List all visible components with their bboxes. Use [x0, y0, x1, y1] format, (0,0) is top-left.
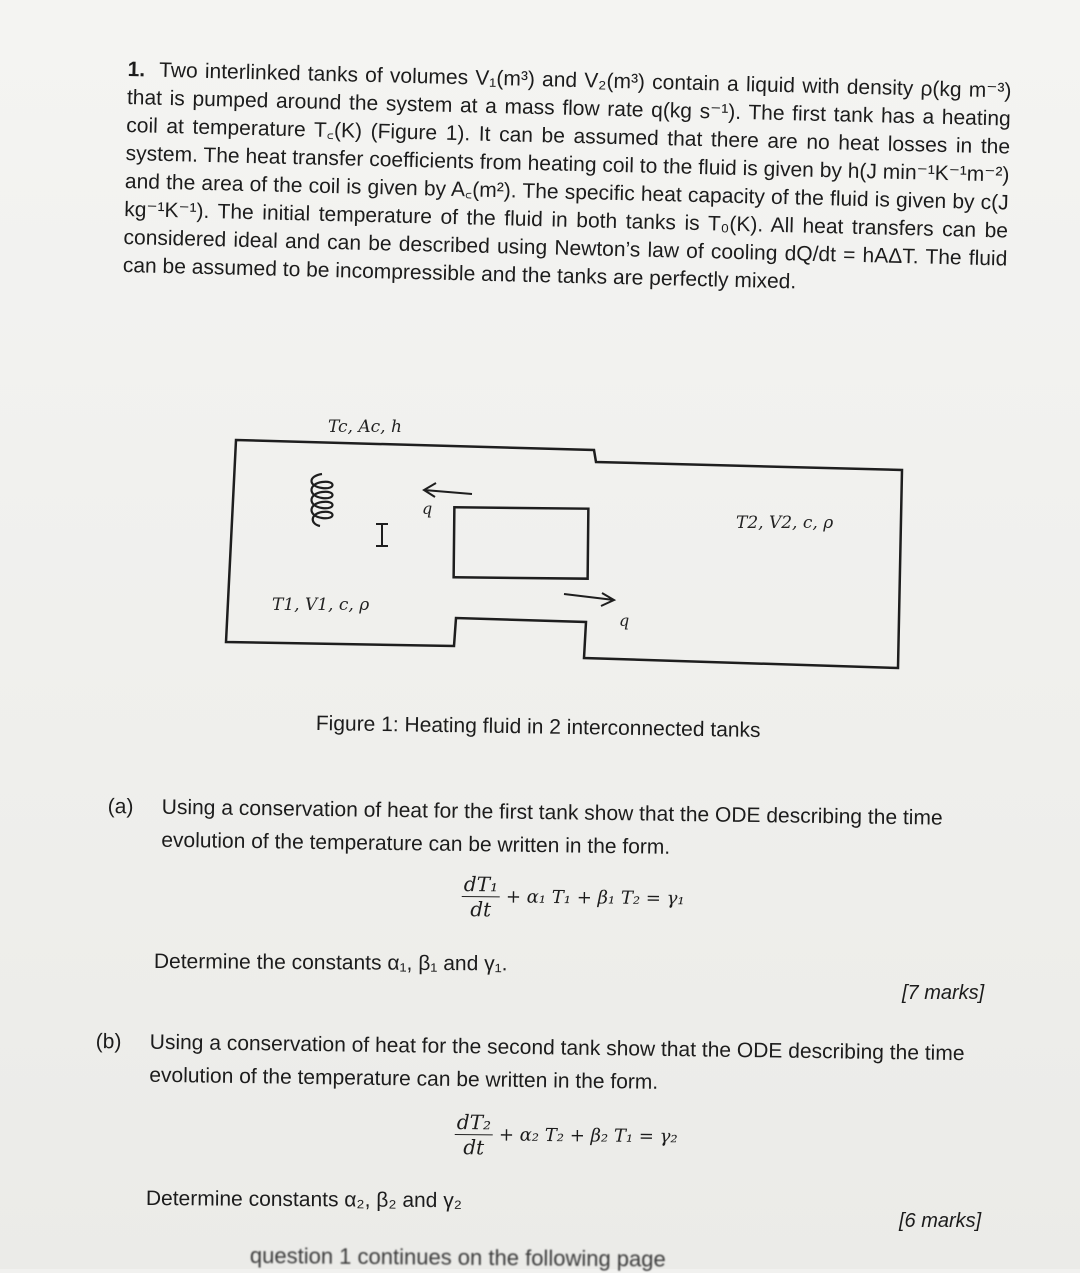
tanks-outline — [226, 440, 902, 668]
part-b-determine: Determine constants α₂, β₂ and γ₂ — [145, 1187, 462, 1213]
equation-b-denominator: dt — [463, 1135, 485, 1160]
part-a-text: Using a conservation of heat for the first tank show that the ODE describing the time evolution of the temperature can be written in the form. — [161, 795, 943, 859]
part-a — [107, 790, 1008, 869]
flow-bottom-label: q — [619, 611, 630, 630]
question-number: 1. — [127, 57, 146, 82]
equation-b — [454, 1110, 677, 1161]
flow-arrow-top-icon — [424, 483, 472, 497]
question-text: Two interlinked tanks of volumes V₁(m³) and V₂(m³) contain a liquid with density ρ(kg m⁻³) that is pumped around the system at a mass flow rate q(kg s⁻¹). The first tank has a heating coil at temperature T꜀(K) (Figure 1). It can be assumed that there are no heat losses in the system. The heat transfer coefficients from heating coil to the fluid is given by h(J min⁻¹K⁻¹m⁻²) and the area of the coil is given by A꜀(m²). The specific heat capacity of the fluid is given by c(J kg⁻¹K⁻¹). The initial temperature of the fluid in both tanks is T₀(K). All heat transfers can be considered ideal and can be described using Newton’s law of cooling dQ/dt = hAΔT. The fluid can be assumed to be incompressible and the tanks are perfectly mixed. — [122, 58, 1012, 294]
equation-a — [461, 872, 684, 923]
divider-block — [454, 507, 589, 578]
tank2-label: T2, V2, c, ρ — [736, 513, 834, 533]
equation-a-numerator: dT₁ — [462, 872, 500, 897]
part-b-text: Using a conservation of heat for the second tank show that the ODE describing the time evolution of the temperature can be written in the form. — [149, 1030, 965, 1094]
part-b — [95, 1025, 1006, 1104]
continuation-note: question 1 continues on the following page — [249, 1243, 666, 1272]
coil-terminal-icon — [376, 524, 388, 546]
part-a-label: (a) — [107, 794, 134, 819]
heating-coil-icon — [312, 474, 333, 526]
part-a-marks: [7 marks] — [902, 982, 985, 1004]
flow-arrow-bottom-icon — [564, 593, 614, 606]
figure-caption: Figure 1: Heating fluid in 2 interconnected tanks — [315, 712, 761, 742]
equation-b-fraction — [454, 1110, 493, 1159]
equation-a-denominator: dt — [470, 897, 492, 922]
part-b-label: (b) — [95, 1029, 122, 1054]
coil-label: Tc, Ac, h — [328, 417, 402, 437]
tank-diagram — [222, 410, 912, 675]
equation-b-numerator: dT₂ — [455, 1110, 493, 1135]
tank1-label: T1, V1, c, ρ — [272, 595, 370, 615]
equation-b-terms: + α₂ T₂ + β₂ T₁ = γ₂ — [498, 1124, 678, 1148]
part-b-marks: [6 marks] — [899, 1210, 982, 1232]
equation-a-fraction — [461, 872, 500, 921]
flow-top-label: q — [422, 499, 433, 518]
figure-1 — [222, 410, 912, 675]
question-1 — [123, 56, 1012, 302]
part-a-determine: Determine the constants α₁, β₁ and γ₁. — [153, 950, 508, 976]
equation-a-terms: + α₁ T₁ + β₁ T₂ = γ₁ — [505, 886, 685, 910]
